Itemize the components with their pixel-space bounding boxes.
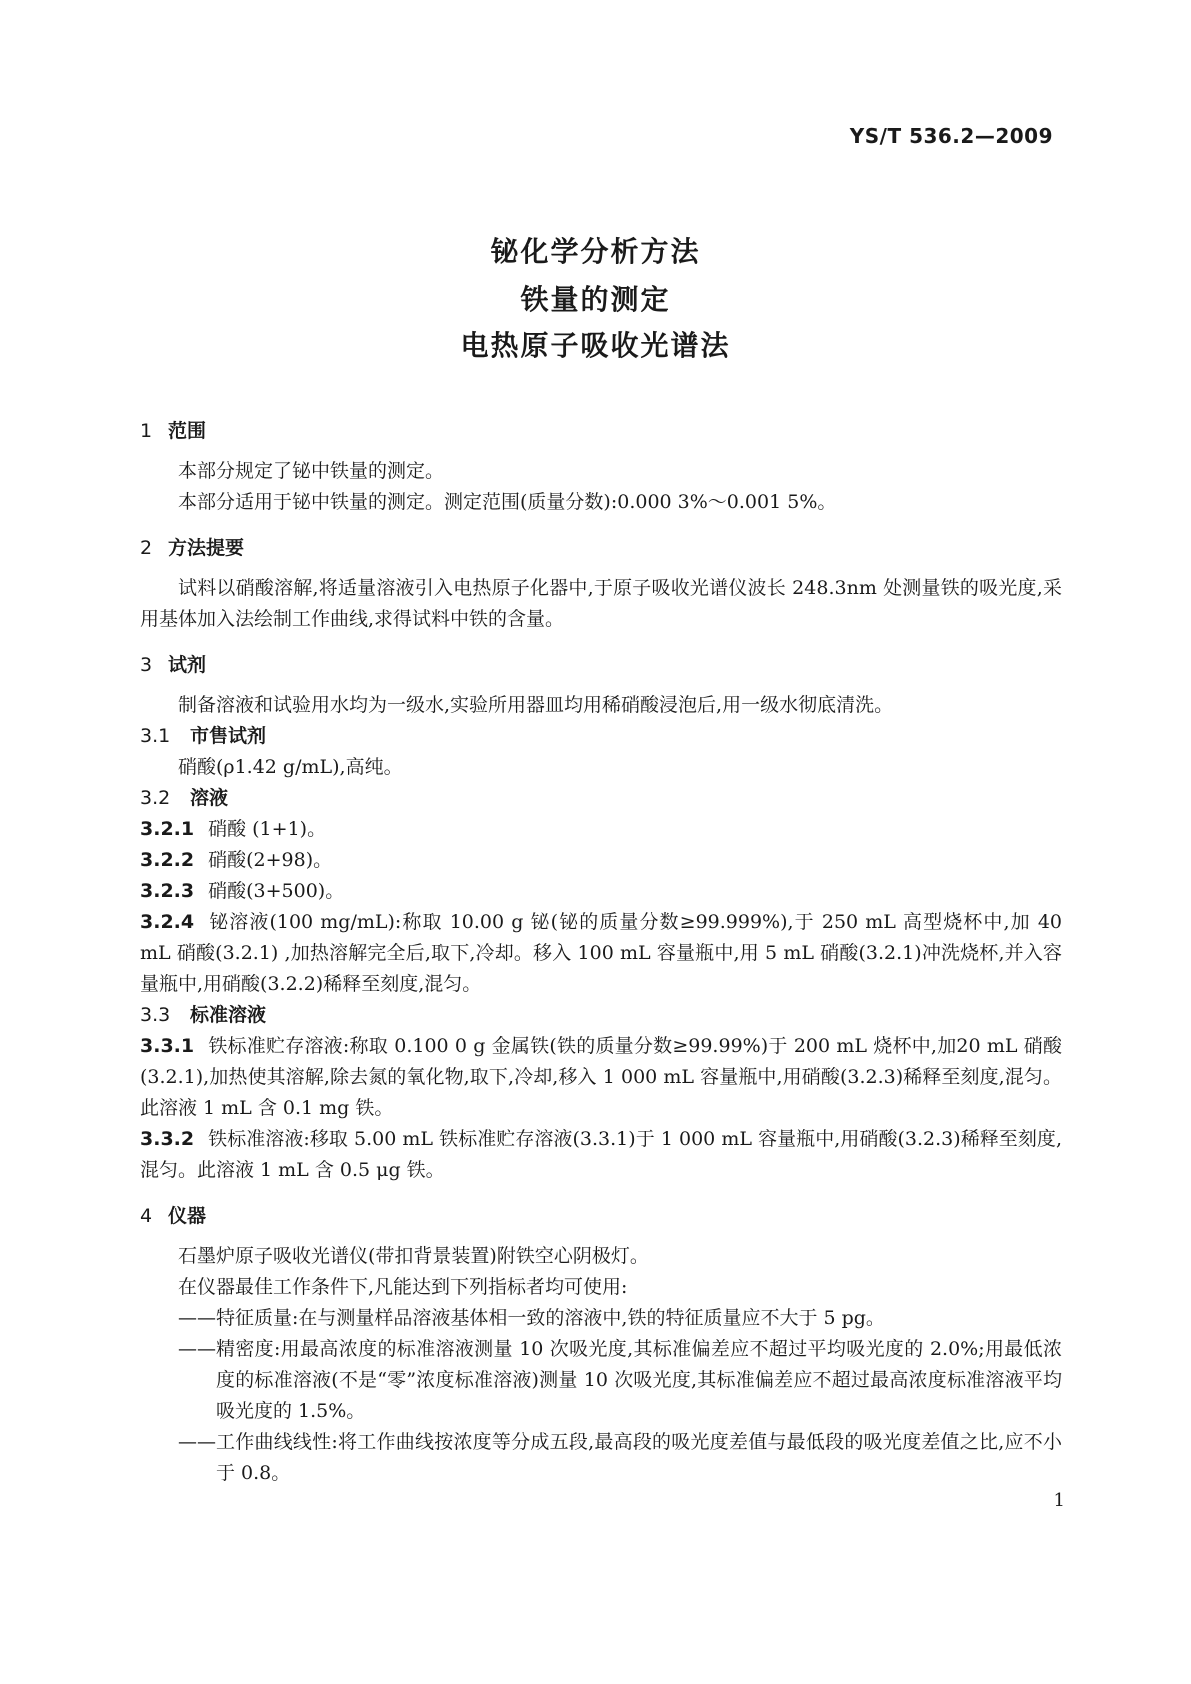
list-item-text: 工作曲线线性:将工作曲线按浓度等分成五段,最高段的吸光度差值与最低段的吸光度差值之比,应不小于 0.8。 xyxy=(216,1431,1062,1484)
paragraph: 硝酸(ρ1.42 g/mL),高纯。 xyxy=(178,756,403,778)
clause-number: 3.3.2 xyxy=(140,1128,195,1150)
dash-bullet: —— xyxy=(178,1338,216,1360)
title-line-1: 铋化学分析方法 xyxy=(490,235,701,268)
list-item xyxy=(140,1334,1062,1427)
clause-number: 3.2.4 xyxy=(140,911,195,933)
subsection-number: 3.1 xyxy=(140,725,171,747)
paragraph: 石墨炉原子吸收光谱仪(带扣背景装置)附铁空心阴极灯。 xyxy=(178,1245,649,1267)
subsection-title: 市售试剂 xyxy=(190,725,267,747)
section-title: 方法提要 xyxy=(168,537,245,559)
paragraph: 试料以硝酸溶解,将适量溶液引入电热原子化器中,于原子吸收光谱仪波长 248.3nm 处测量铁的吸光度,采用基体加入法绘制工作曲线,求得试料中铁的含量。 xyxy=(140,577,1062,630)
dash-bullet: —— xyxy=(178,1307,216,1329)
clause-3-3-2 xyxy=(140,1124,1062,1186)
list-item xyxy=(140,1303,1062,1334)
clause-text: 硝酸(2+98)。 xyxy=(208,849,333,871)
section-heading-4 xyxy=(140,1200,1062,1232)
section-number: 2 xyxy=(140,537,153,559)
section-heading-3 xyxy=(140,649,1062,681)
section-title: 范围 xyxy=(168,420,207,442)
clause-text: 铁标准贮存溶液:称取 0.100 0 g 金属铁(铁的质量分数≥99.99%)于 200 mL 烧杯中,加20 mL 硝酸(3.2.1),加热使其溶解,除去氮的氧化物,取下,冷却,移入 1 000 mL 容量瓶中,用硝酸(3.2.3)稀释至刻度,混匀。此溶液 1 mL 含 0.1 mg 铁。 xyxy=(140,1035,1062,1119)
title-line-2: 铁量的测定 xyxy=(520,283,671,316)
page-number: 1 xyxy=(1053,1490,1065,1511)
subsection-title: 标准溶液 xyxy=(190,1004,267,1026)
clause-text: 铋溶液(100 mg/mL):称取 10.00 g 铋(铋的质量分数≥99.999%),于 250 mL 高型烧杯中,加 40 mL 硝酸(3.2.1) ,加热溶解完全后,取下,冷却。移入 100 mL 容量瓶中,用 5 mL 硝酸(3.2.1)冲洗烧杯,并入容量瓶中,用硝酸(3.2.2)稀释至刻度,混匀。 xyxy=(140,911,1062,995)
clause-3-2-1 xyxy=(140,814,1062,845)
standard-number: YS/T 536.2—2009 xyxy=(849,124,1053,148)
clause-text: 硝酸 (1+1)。 xyxy=(208,818,327,840)
clause-number: 3.2.2 xyxy=(140,849,195,871)
clause-text: 铁标准溶液:移取 5.00 mL 铁标准贮存溶液(3.3.1)于 1 000 mL 容量瓶中,用硝酸(3.2.3)稀释至刻度,混匀。此溶液 1 mL 含 0.5 μg 铁。 xyxy=(140,1128,1062,1181)
dash-bullet: —— xyxy=(178,1431,216,1453)
list-item-text: 精密度:用最高浓度的标准溶液测量 10 次吸光度,其标准偏差应不超过平均吸光度的 2.0%;用最低浓度的标准溶液(不是“零”浓度标准溶液)测量 10 次吸光度,其标准偏差应不超过最高浓度标准溶液平均吸光度的 1.5%。 xyxy=(216,1338,1062,1422)
paragraph: 本部分规定了铋中铁量的测定。 xyxy=(178,460,445,482)
section-title: 仪器 xyxy=(168,1205,207,1227)
section-title: 试剂 xyxy=(168,654,207,676)
section-number: 4 xyxy=(140,1205,153,1227)
clause-3-3-1 xyxy=(140,1031,1062,1124)
subsection-heading-3-3 xyxy=(140,1000,1062,1031)
subsection-title: 溶液 xyxy=(190,787,229,809)
subsection-number: 3.3 xyxy=(140,1004,171,1026)
subsection-heading-3-1 xyxy=(140,721,1062,752)
paragraph: 在仪器最佳工作条件下,凡能达到下列指标者均可使用: xyxy=(178,1276,628,1298)
paragraph: 本部分适用于铋中铁量的测定。测定范围(质量分数):0.000 3%～0.001 5%。 xyxy=(178,491,837,513)
clause-3-2-4 xyxy=(140,907,1062,1000)
section-number: 3 xyxy=(140,654,153,676)
clause-3-2-2 xyxy=(140,845,1062,876)
section-number: 1 xyxy=(140,420,153,442)
subsection-heading-3-2 xyxy=(140,783,1062,814)
section-heading-2 xyxy=(140,532,1062,564)
document-body xyxy=(140,415,1062,1489)
list-item-text: 特征质量:在与测量样品溶液基体相一致的溶液中,铁的特征质量应不大于 5 pg。 xyxy=(216,1307,885,1329)
clause-text: 硝酸(3+500)。 xyxy=(208,880,345,902)
clause-3-2-3 xyxy=(140,876,1062,907)
list-item xyxy=(140,1427,1062,1489)
clause-number: 3.3.1 xyxy=(140,1035,195,1057)
subsection-number: 3.2 xyxy=(140,787,171,809)
clause-number: 3.2.3 xyxy=(140,880,195,902)
clause-number: 3.2.1 xyxy=(140,818,195,840)
section-heading-1 xyxy=(140,415,1062,447)
paragraph: 制备溶液和试验用水均为一级水,实验所用器皿均用稀硝酸浸泡后,用一级水彻底清洗。 xyxy=(178,694,894,716)
title-line-3: 电热原子吸收光谱法 xyxy=(460,329,731,362)
